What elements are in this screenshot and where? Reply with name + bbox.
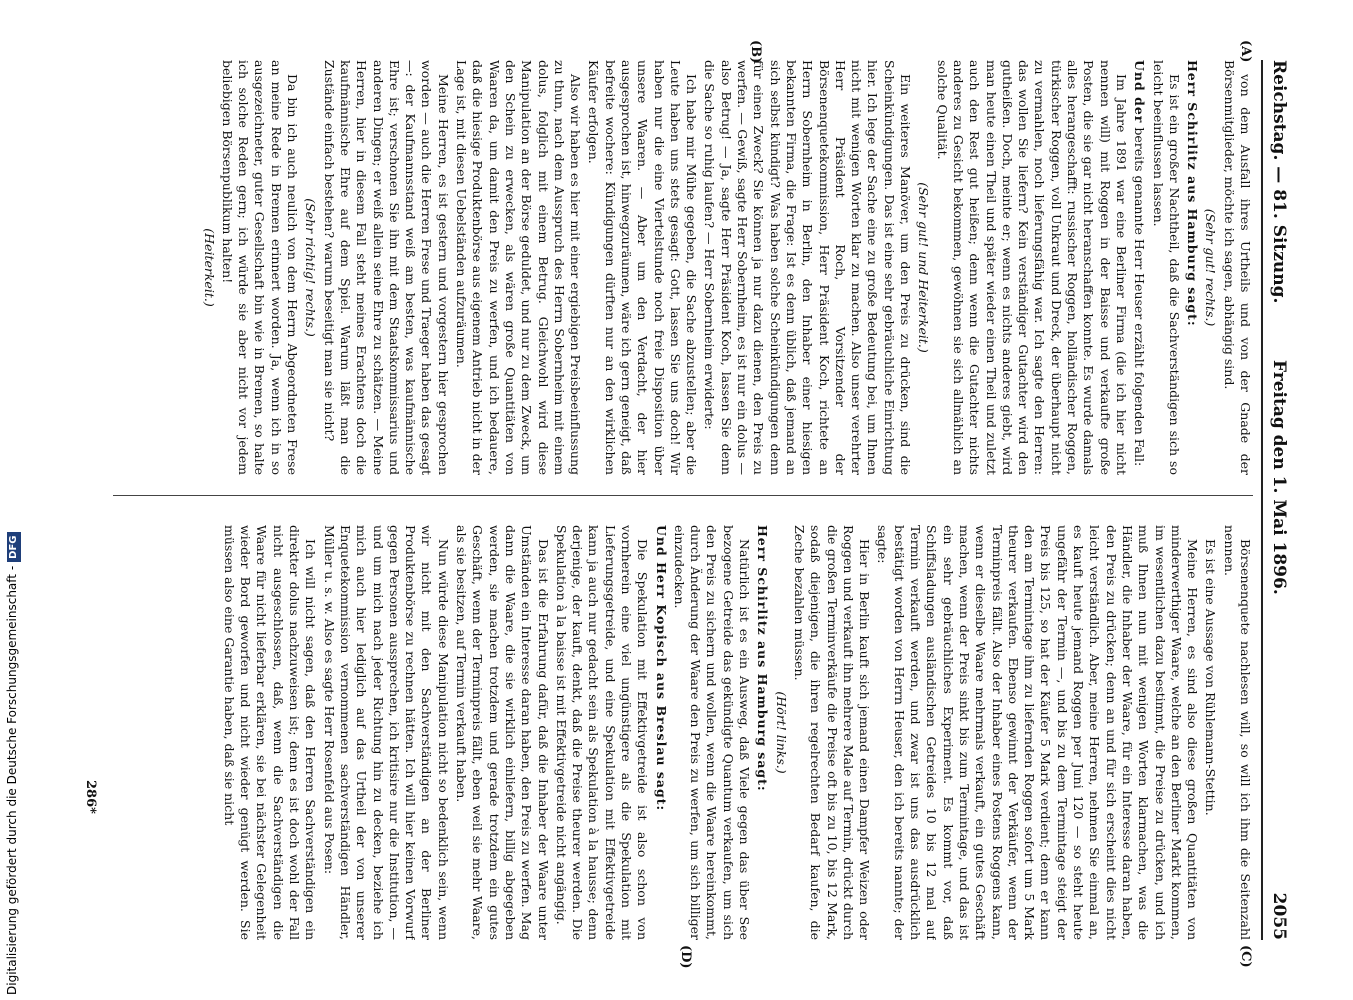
header-session: Reichstag. — 81. Sitzung.	[1269, 60, 1289, 304]
paragraph: Nun würde diese Manipulation nicht so bedenklich sein, wenn wir nicht mit den Sachverständigen an der Berliner Produktenbörse zu rechnen hätten. Ich will hier keinen Vorwurf gegen Personen aussprechen, ich kritisire nur die Institution, — und um mich nach jeder Richtung hin zu decken, beziehe ich mich auch hier lediglich auf das Urtheil der von unserer Enquetekommission vernommenen sachverständigen Händler, Müller u. s. w. Also es sagte Herr Rosenfeld aus Posen:	[321, 525, 451, 940]
paragraph: Im Jahre 1891 war eine Berliner Firma (die ich hier nicht nennen will) mit Roggen in der Baisse und verkaufte große Posten, die sie gar nicht heranschaffen konnte. Es wurde damals alles herangeschafft: russischer Roggen, holländischer Roggen, türkischer Roggen, voll Unkraut und Dreck, der überhaupt nicht zu vermahlen, noch lieferungsfähig war. Ich sagte den Herren: das wollen Sie liefern? Kein verständiger Gutachter wird den gutheißen. Doch, meinte er; wenn es nichts anderes giebt, wird man heute einen Theil und später wieder einen Theil und zuletzt auch den Rest gut heißen; denn wenn die Gutachter nichts anderes zu Gesicht bekommen, gewöhnen sie sich allmählich an solche Qualität.	[934, 60, 1129, 475]
interjection: (Sehr richtig! rechts.)	[303, 198, 319, 337]
paragraph: Das ist die Erfahrung dafür, daß die Inhaber der Waare unter Umständen ein Interesse daran haben, den Preis zu werfen. Mag dann die Waare, die sie wirklich einliefern, billig abgegeben werden, sie machen trotzdem und gerade trotzdem ein gutes Geschäft, wenn der Terminpreis fällt, eben weil sie mehr Waare, als sie besitzen, auf Termin verkauft haben.	[454, 525, 551, 940]
speaker-name: Herr Schirlitz aus Hamburg sagt:	[755, 525, 771, 792]
page-number: 2055	[1269, 892, 1289, 940]
running-header	[1261, 60, 1291, 940]
margin-marker-d: (D)	[678, 945, 693, 969]
header-date: Freitag den 1. Mai 1896.	[1269, 360, 1289, 595]
text-column-right	[103, 525, 1253, 940]
margin-marker-a: (A)	[1238, 40, 1253, 63]
speaker-line	[1184, 60, 1200, 475]
paragraph: Meine Herren, es sind also diese großen Quantitäten von minderwerthiger Waare, welche an den Berliner Markt kommen, im wesentlichen dazu bestimmt, die Preise zu drücken, und ich muß Ihnen nun mit wenigen Worten klarmachen, was die Händler, die Inhaber der Waare, für ein Interesse daran haben, den Preis zu drücken; denn an und für sich erscheint dies nicht leicht verständlich. Aber, meine Herren, nehmen Sie einmal an, es kauft heute jemand Roggen per Juni 120 — so steht heute ungefähr der Termin —, und bis zu dem Termintage steigt der Preis bis 125, so hat der Käufer 5 Mark verdient; denn er kann den am Termintage ihm zu liefernden Roggen sofort um 5 Mark theurer verkaufen. Ebenso gewinnt der Verkäufer, wenn der Terminpreis fällt. Also der Inhaber eines Postens Roggens kann, wenn er dieselbe Waare mehrmals verkauft, ein gutes Geschäft machen, wenn der Preis sinkt bis zum Termintage, und das ist ein sehr gebräuchliches Experiment. Es kommt vor, daß Schiffsladungen ausländischen Getreides 10 bis 12 mal auf Termin verkauft werden, und zwar ist uns das ausdrücklich bestätigt worden von Herrn Heuser, den ich bereits nannte; der sagte:	[875, 525, 1201, 940]
digitization-credit	[2, 535, 22, 995]
paragraph: Es ist eine Aussage von Rühlemann-Stettin.	[1203, 539, 1219, 816]
paragraph: von dem Ausfall ihres Urtheils und von der Gnade der Börsenmitglieder, möchte ich sagen, abhängig sind.	[1221, 60, 1253, 475]
column-divider	[113, 495, 1253, 496]
paragraph: Ich will nicht sagen, daß den Herren Sachverständigen ein direkter dolus nachzuweisen ist; denn es ist doch wohl der Fall nicht ausgeschlossen, daß, wenn die Sachverständigen die Waare für nicht lieferbar erklären, sie bei nächster Gelegenheit wieder Bord geworfen und nicht wieder genügt werden. Sie müssen also eine Garantie haben, daß sie nicht	[221, 525, 319, 940]
margin-marker-b: (B)	[748, 40, 763, 64]
speaker-name: Und der	[1132, 60, 1148, 124]
interjection: (Sehr gut! und Heiterkeit.)	[916, 182, 932, 353]
interjection: (Heiterkeit.)	[201, 228, 217, 307]
paragraph: Also wir haben es hier mit einer ergiebigen Preisbeeinflussung zu thun, nach dem Ausspruch des Herrn Sobernheim mit einem dolus, folglich mit einem Betrug. Gleichwohl wird diese Manipulation an der Börse geduldet, und nur zu dem Zweck, um den Schein zu erwecken, als wären große Quantitäten von Waaren da, um damit den Preis zu werfen, und ich bedauere, daß die hiesige Produktenbörse aus eigenem Antrieb nicht in der Lage ist, mit diesen Uebelständen aufzuräumen.	[454, 60, 584, 475]
paragraph: Da bin ich auch neulich von dem Herrn Abgeordneten Frese an meine Rede in Bremen erinnert worden. Ja, wenn ich in so ausgezeichneter, guter Gesellschaft bin wie in Bremen, so halte ich solche Reden gern; ich würde sie aber nicht vor jedem beliebigen Börsenpublikum halten!	[219, 60, 301, 475]
paragraph: Meine Herren, es ist gestern und vorgestern hier gesprochen worden — auch die Herren Frese und Traeger haben das gesagt —: der Kaufmannsstand weiß am besten, was kaufmännische Ehre ist; verschonen Sie ihn mit dem Staatskommissarius und anderen Dingen; er weiß allein seine Ehre zu schätzen. — Meine Herren, hier in diesem Fall steht meines Erachtens doch die kaufmännische Ehre auf dem Spiel. Warum läßt man die Zustände einfach bestehen? warum beseitigt man sie nicht?	[321, 60, 451, 475]
margin-marker-c: (C)	[1238, 945, 1253, 968]
credit-text: Digitalisierung gefördert durch die Deutsche Forschungsgemeinschaft -	[5, 565, 19, 995]
paragraph: Ich habe mir Mühe gegeben, die Sache abzustellen; aber die Leute haben uns stets gesagt: Gott, lassen Sie uns doch! Wir haben nur die eine Viertelstunde noch freie Disposition über unsere Waaren. — Aber um den Verdacht, der hier ausgesprochen ist, hinwegzuräumen, wäre ich gern geneigt, daß befreite wochere: Kündigungen dürften nur an den wirklichen Käufer erfolgen.	[586, 60, 700, 475]
text-column-left	[103, 60, 1253, 475]
paragraph: Hier in Berlin kauft sich jemand einen Dampfer Weizen oder Roggen und verkauft ihn mehrere Male auf Termin, drückt durch die großen Terminverkäufe die Preise oft bis zu 10, bis 12 Mark, sodaß diejenigen, die ihren regelrechten Bedarf kaufen, die Zeche bezahlen müssen.	[791, 525, 873, 940]
speaker-line	[754, 525, 770, 940]
interjection: (Sehr gut! rechts.)	[1203, 208, 1219, 327]
folio-mark: 286*	[83, 780, 98, 814]
speaker-line: Und der bereits genannte Herr Heuser erzählt folgenden Fall:	[1132, 60, 1148, 467]
speaker-line	[652, 525, 668, 940]
paragraph: Die Spekulation mit Effektivgetreide ist also schon von vornherein eine viel ungünstigere als die Spekulation mit Lieferungsgetreide, und eine Spekulation mit Effektivgetreide kann ja auch nur gedacht sein als Spekulation à la hausse; denn derjenige, der kauft, denkt, daß die Preise theurer werden. Die Spekulation à la baisse ist mit Effektivgetreide nicht angängig.	[553, 525, 651, 940]
speaker-name: Und Herr Kopisch aus Breslau sagt:	[653, 525, 669, 812]
paragraph: Ein weiteres Manöver, um den Preis zu drücken, sind die Scheinkündigungen. Das ist eine sehr gebräuchliche Einrichtung hier. Ich lege der Sache eine zu große Bedeutung bei, um Ihnen nicht mit wenigen Worten klar zu machen. Also unser verehrter Herr Präsident Roch, Vorsitzender der Börsenenquetekommission, Herr Präsident Koch, richtete an Herrn Sobernheim in Berlin, den Inhaber einer hiesigen bekannten Firma, die Frage: Ist es denn üblich, daß jemand an sich selbst kündigt? Was haben solche Scheinkündigungen denn für einen Zweck? Sie können ja nur dazu dienen, den Preis zu werfen. — Gewiß, sagte Herr Sobernheim, es ist nur ein dolus — also Betrug! — Ja, sagte Herr Präsident Koch, lassen Sie denn die Sache so ruhig laufen? — Herr Sobernheim erwiderte:	[702, 60, 914, 475]
speaker-name: Herr Schirlitz aus Hamburg sagt:	[1185, 60, 1201, 327]
dfg-logo: DFG	[7, 533, 21, 562]
paragraph: Natürlich ist es ein Ausweg, daß Viele gegen das über See bezogene Getreide das gekündigte Quantum verkaufen, um sich den Preis zu sichern und wollen, wenn die Waare hereinkommt, durch Änderung der Waare den Preis zu werfen, um sich billiger einzudecken.	[671, 525, 753, 940]
paragraph: Börsenenquete nachlesen will, so will ich ihm die Seitenzahl nennen.	[1221, 525, 1253, 940]
paragraph: Es ist ein großer Nachtheil, daß die Sachverständigen sich so leicht beeinflussen lassen.	[1150, 60, 1182, 475]
interjection: (Hört! links.)	[773, 691, 789, 774]
